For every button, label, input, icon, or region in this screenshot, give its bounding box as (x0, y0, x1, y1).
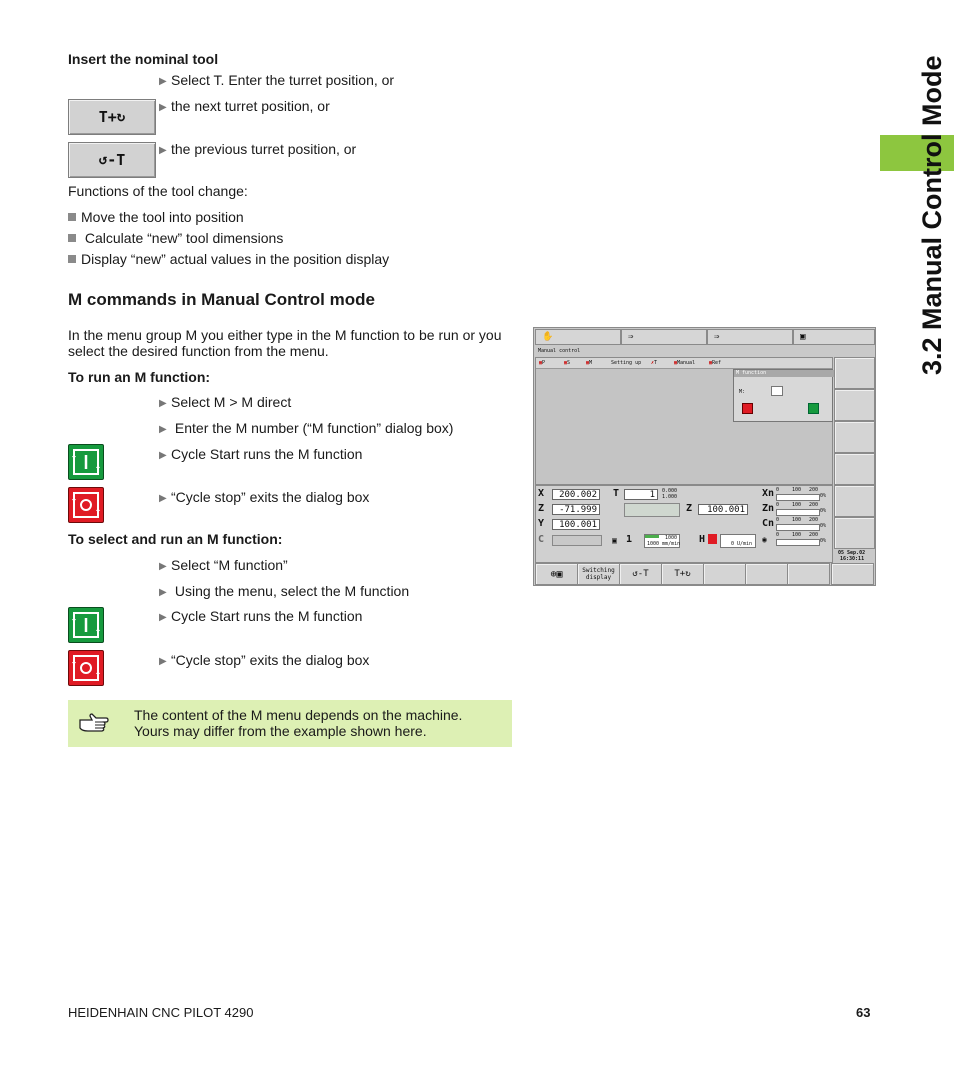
softkey-tool-display[interactable] (535, 563, 578, 585)
hand-icon: ✋ (542, 332, 554, 342)
y-axis-value: 100.001 (552, 519, 600, 530)
arrow-icon: ▶ (159, 612, 167, 623)
work-area (535, 357, 833, 485)
ref-icon: ⇒ (714, 332, 720, 342)
tab-save[interactable] (793, 329, 875, 345)
arrow-icon: ▶ (159, 587, 167, 598)
softkey-empty[interactable] (831, 563, 874, 585)
note-line-1: The content of the M menu depends on the machine. (134, 707, 463, 723)
y-axis-label: Y (538, 518, 545, 529)
speed-display: 0 U/min (720, 534, 756, 548)
grid-icon: ▦ (564, 360, 568, 366)
softkey-empty[interactable] (787, 563, 830, 585)
menu-s[interactable]: ▦S (564, 360, 571, 366)
step-next-turret: ▶ the next turret position, or (159, 98, 330, 114)
run-step: ▶ Select M > M direct (159, 394, 292, 410)
heading-run-m: To run an M function: (68, 369, 211, 385)
x-axis-label: X (538, 488, 545, 499)
cycle-stop-button[interactable] (68, 487, 104, 523)
intro-line-2: select the desired function from the menu. (68, 343, 329, 359)
bullet-item: Move the tool into position (68, 209, 244, 225)
z-load-percent: 0% (820, 508, 827, 514)
grid-icon: ▦ (709, 360, 713, 366)
z-axis-label: Z (538, 503, 545, 514)
page-number: 63 (856, 1005, 871, 1020)
dialog-field-label: M: (739, 389, 746, 395)
spindle-load-percent: 0% (820, 538, 827, 544)
t-label: T (613, 488, 620, 499)
menu-m[interactable]: ▦M (586, 360, 593, 366)
z-load-label: Zn (762, 503, 775, 514)
vertical-softkey[interactable] (834, 357, 875, 389)
dialog-stop-icon[interactable] (742, 403, 753, 414)
select-step: ▶ Using the menu, select the M function (159, 583, 410, 599)
dialog-title: M function (734, 370, 834, 377)
run-step: ▶ Cycle Start runs the M function (159, 446, 363, 462)
cross-icon: ✗ (651, 360, 655, 366)
softkey-switching-display[interactable]: Switching display (577, 563, 620, 585)
spindle-load-bar (776, 539, 820, 546)
grid-icon: ▦ (539, 360, 543, 366)
c-load-percent: 0% (820, 523, 827, 529)
note-line-2: Yours may differ from the example shown here. (134, 723, 427, 739)
vertical-softkey[interactable] (834, 517, 875, 549)
dialog-start-icon[interactable] (808, 403, 819, 414)
clock (834, 549, 874, 562)
cycle-stop-icon (69, 651, 103, 685)
vertical-softkey[interactable] (834, 485, 875, 517)
time: 16:30:11 (840, 556, 865, 562)
rotate-cw-icon: ↻ (116, 109, 126, 125)
vertical-softkey[interactable] (834, 453, 875, 485)
cycle-start-icon (69, 608, 103, 642)
select-step: ▶ Cycle Start runs the M function (159, 608, 363, 624)
bullet-icon (68, 255, 76, 263)
bullet-item: Display “new” actual values in the position display (68, 251, 389, 267)
menu-setting-up[interactable]: Setting up (611, 360, 642, 366)
note-box (68, 700, 512, 747)
tool-info (624, 503, 680, 517)
pointing-hand-icon (78, 712, 110, 734)
h-label: H (699, 534, 706, 545)
x-load-percent: 0% (820, 493, 827, 499)
arrow-icon: ▶ (159, 450, 167, 461)
arrow-icon: ▶ (159, 145, 167, 156)
bullet-icon (68, 234, 76, 242)
softkey-empty[interactable] (745, 563, 788, 585)
select-step: ▶ Select “M function” (159, 557, 288, 573)
menu-bar (536, 358, 832, 369)
bullet-icon (68, 213, 76, 221)
cnc-screen (533, 327, 876, 586)
footer-product: HEIDENHAIN CNC PILOT 4290 (68, 1005, 254, 1020)
t-offset-1: 0.000 (662, 488, 678, 494)
tab-program-run[interactable] (621, 329, 707, 345)
rotate-ccw-icon: ↺ (98, 152, 108, 168)
softkey-previous-tool[interactable]: ↺ -T (619, 563, 662, 585)
cycle-start-button[interactable] (68, 607, 104, 643)
x-load-bar (776, 494, 820, 501)
feed-display: 1000 1000 mm/min (644, 534, 680, 548)
menu-t[interactable]: ✗T (651, 360, 658, 366)
date: 05 Sep.02 (838, 550, 866, 556)
arrow-icon: ▶ (159, 424, 167, 435)
arrow-icon: ▶ (159, 76, 167, 87)
tab-manual[interactable] (535, 329, 621, 345)
m-number-input[interactable] (771, 386, 783, 396)
menu-ref[interactable]: ▦Ref (709, 360, 722, 366)
cycle-stop-button[interactable] (68, 650, 104, 686)
program-icon: ⇒ (628, 332, 634, 342)
chapter-title: 3.2 Manual Control Mode (917, 55, 947, 375)
step-select-t: ▶ Select T. Enter the turret position, or (159, 72, 395, 88)
spindle-stop-icon (708, 534, 717, 544)
mode-title: Manual control (538, 348, 581, 354)
grid-icon: ▦ (586, 360, 590, 366)
c-axis-value (552, 535, 602, 546)
position-display: X 200.002 Z -71.999 Y 100.001 C T 1 0.000 1.000 Z 100.001 ▣ 1 1000 1000 mm/min H 0 U/min Xn 0% 0 100 200 Zn 0% 0 100 200 Cn 0% 0 100 200 ◉ 0% 0 100 200 (535, 485, 833, 563)
x-axis-value: 200.002 (552, 489, 600, 500)
next-tool-softkey[interactable]: T+ ↻ (68, 99, 156, 135)
t-value: 1 (624, 489, 658, 500)
functions-intro: Functions of the tool change: (68, 183, 248, 199)
x-load-label: Xn (762, 488, 775, 499)
z-load-bar (776, 509, 820, 516)
z2-axis-value: 100.001 (698, 504, 748, 515)
tool-display-icon: ⊕▣ (550, 568, 563, 580)
arrow-icon: ▶ (159, 561, 167, 572)
cycle-start-icon (69, 445, 103, 479)
z-axis-value: -71.999 (552, 504, 600, 515)
softkey-next-tool[interactable]: T+ ↻ (661, 563, 704, 585)
step-previous-turret: ▶ the previous turret position, or (159, 141, 357, 157)
c-load-label: Cn (762, 518, 775, 529)
select-step: ▶ “Cycle stop” exits the dialog box (159, 652, 370, 668)
vertical-softkey[interactable] (834, 389, 875, 421)
grid-icon: ▦ (674, 360, 678, 366)
tab-ref[interactable] (707, 329, 793, 345)
arrow-icon: ▶ (159, 398, 167, 409)
spindle-icon: ▣ (612, 536, 617, 545)
previous-tool-softkey[interactable]: ↺ -T (68, 142, 156, 178)
vertical-softkey[interactable] (834, 421, 875, 453)
heading-select-m: To select and run an M function: (68, 531, 283, 547)
c-axis-label: C (538, 534, 545, 545)
disk-icon: ▣ (800, 332, 806, 342)
run-step: ▶ “Cycle stop” exits the dialog box (159, 489, 370, 505)
rotate-ccw-icon: ↺ (632, 568, 638, 579)
arrow-icon: ▶ (159, 656, 167, 667)
arrow-icon: ▶ (159, 102, 167, 113)
t-offset-2: 1.000 (662, 494, 678, 500)
heading-m-commands: M commands in Manual Control mode (68, 290, 375, 309)
rotate-cw-icon: ↻ (685, 568, 691, 579)
spindle-load-icon: ◉ (762, 535, 767, 544)
intro-line-1: In the menu group M you either type in the M function to be run or you (68, 327, 502, 343)
m-function-dialog (733, 369, 833, 422)
softkey-empty[interactable] (703, 563, 746, 585)
spindle-number: 1 (626, 534, 633, 545)
menu-manual[interactable]: ▦Manual (674, 360, 696, 366)
z2-axis-label: Z (686, 503, 693, 514)
arrow-icon: ▶ (159, 493, 167, 504)
feed-bar (645, 535, 659, 538)
cycle-stop-icon (69, 488, 103, 522)
heading-insert-tool: Insert the nominal tool (68, 51, 219, 67)
cycle-start-button[interactable] (68, 444, 104, 480)
c-load-bar (776, 524, 820, 531)
menu-p[interactable]: ▦P (539, 360, 546, 366)
run-step: ▶ Enter the M number (“M function” dialog box) (159, 420, 454, 436)
bullet-item: Calculate “new” tool dimensions (68, 230, 283, 246)
